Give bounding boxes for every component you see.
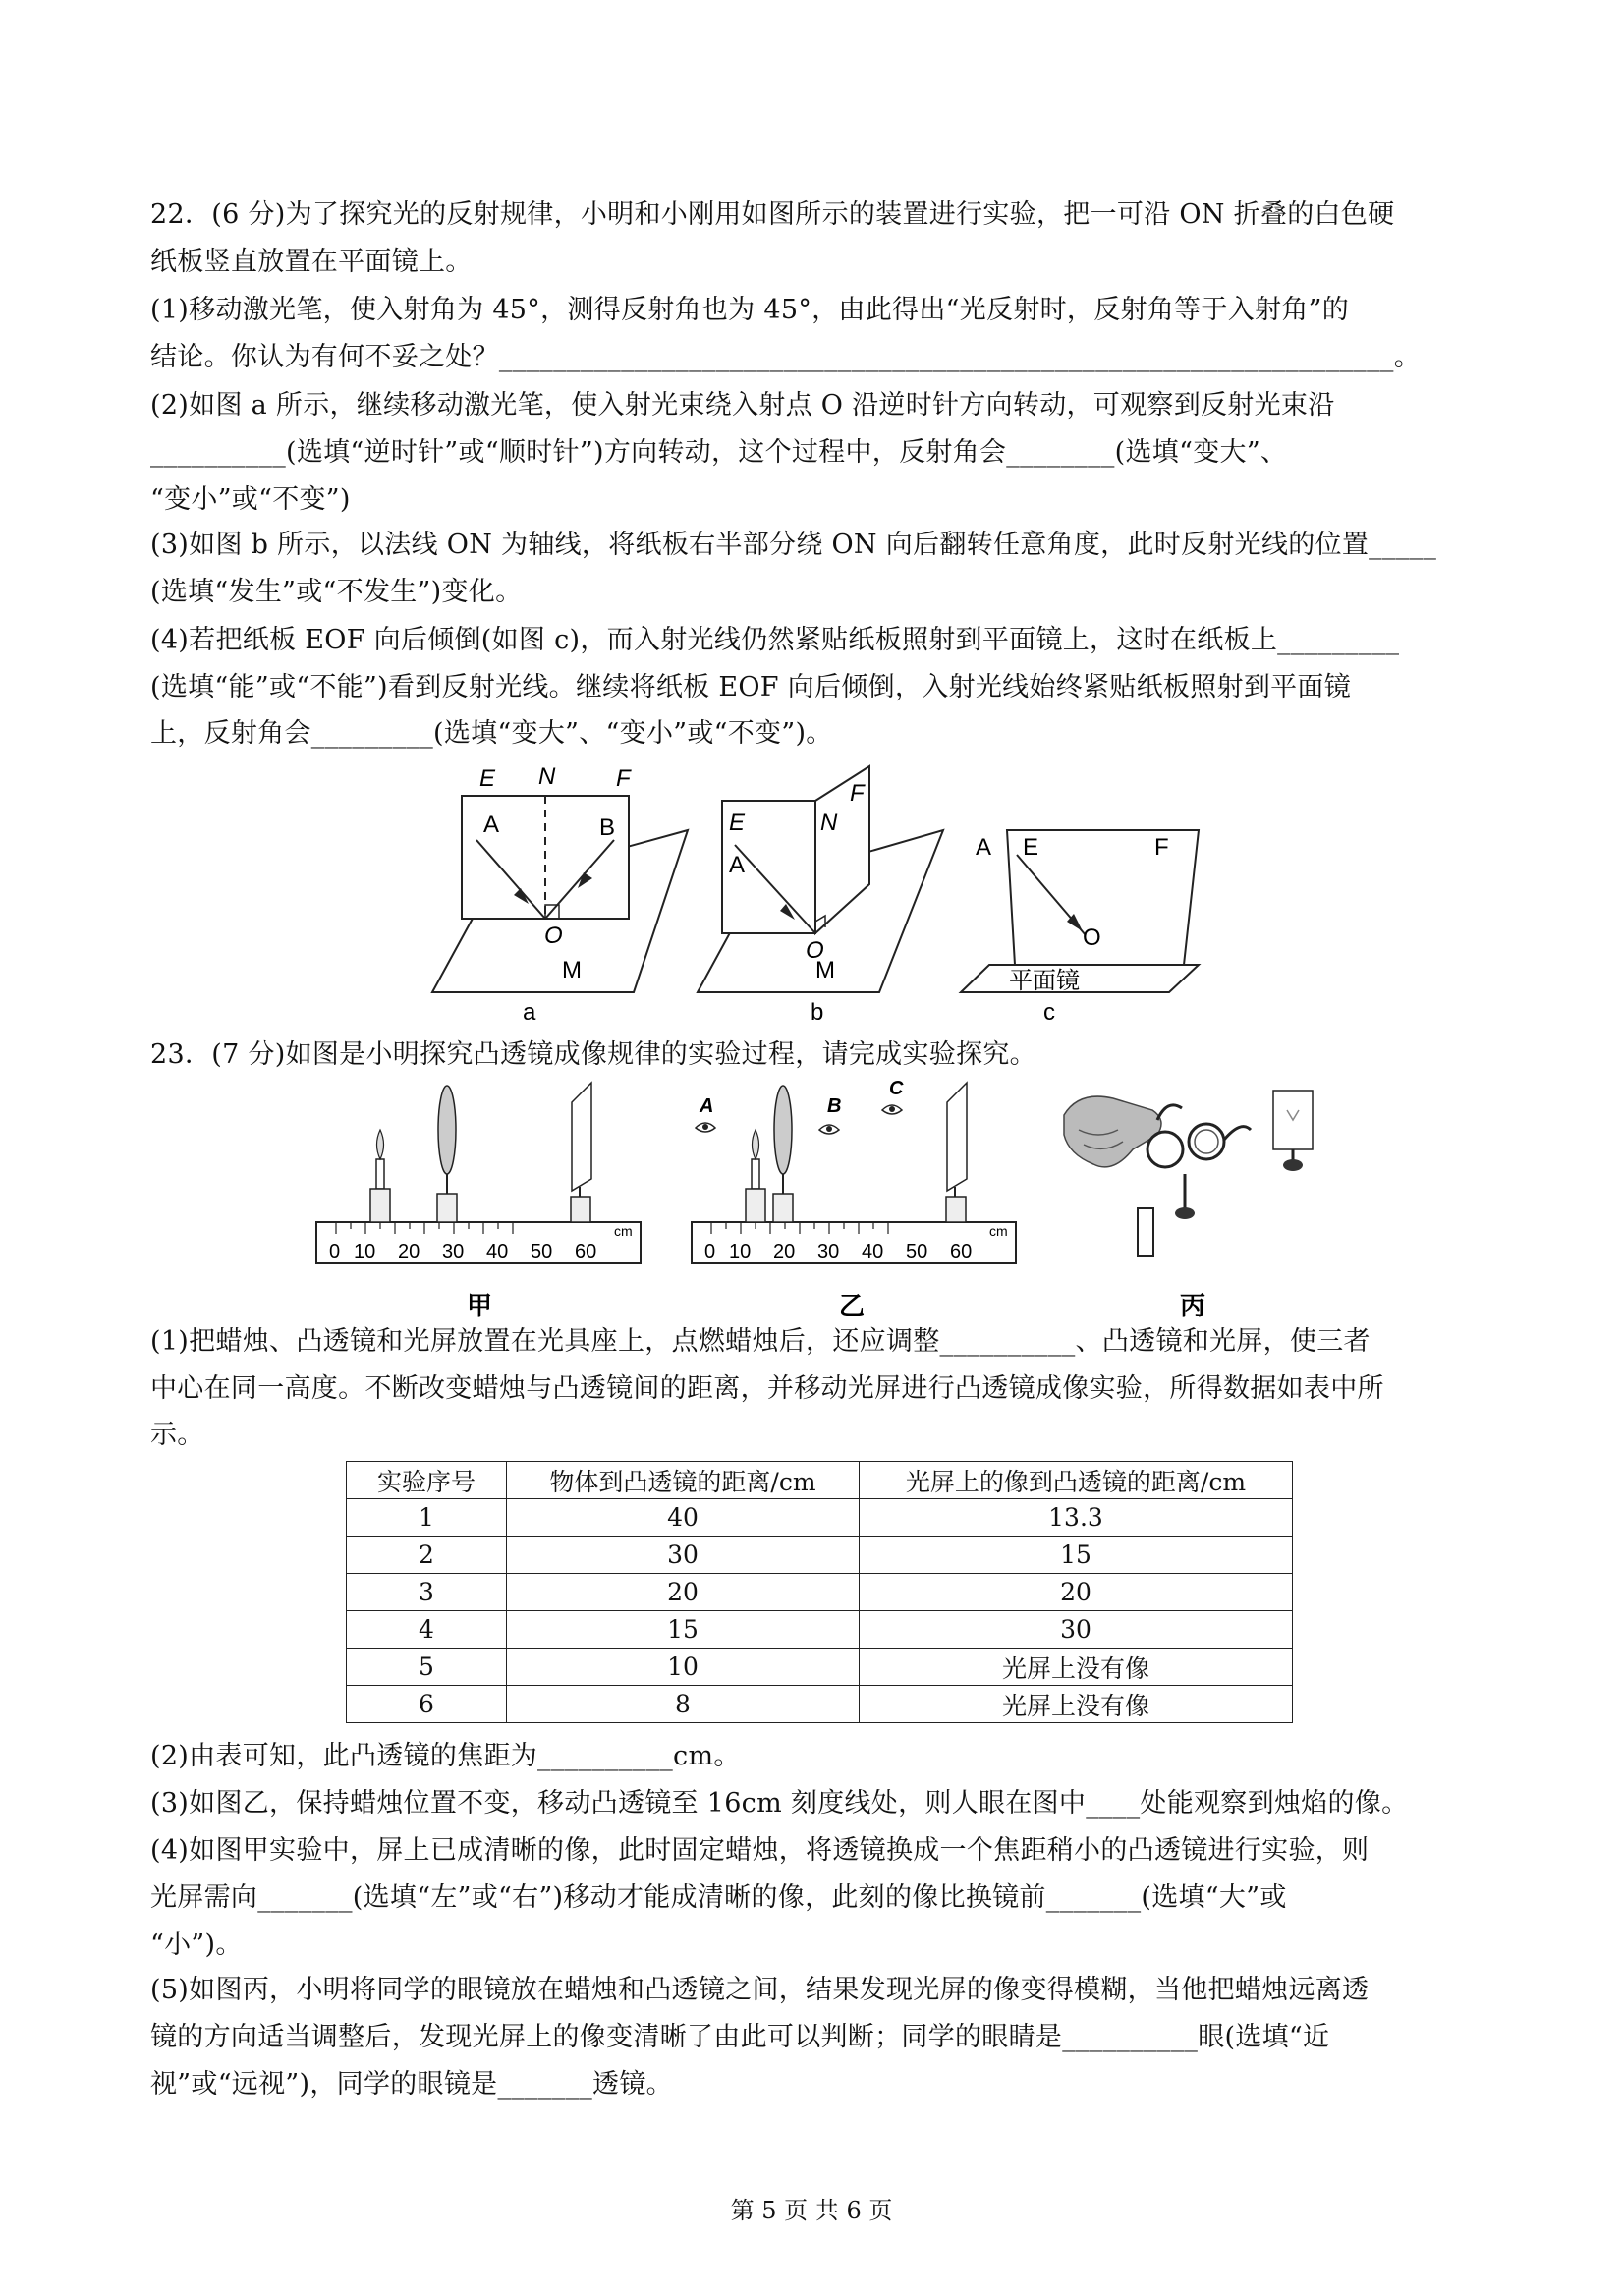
- jia-tick-30: 30: [442, 1241, 465, 1262]
- figure-c: [958, 756, 1218, 1027]
- figure-jia: [314, 1081, 648, 1321]
- fig-a-label-f: F: [616, 765, 631, 792]
- q23-rest-line-1: (2)由表可知，此凸透镜的焦距为__________cm。: [150, 1741, 741, 1771]
- yi-tick-0: 0: [704, 1241, 716, 1262]
- fig-a-label-o: O: [544, 923, 563, 949]
- q22-line-5: (2)如图 a 所示，继续移动激光笔，使入射光束绕入射点 O 沿逆时针方向转动，可观察到反射光束沿: [150, 390, 1335, 420]
- figure-yi: [690, 1081, 1024, 1321]
- table-row: [347, 1574, 1293, 1611]
- yi-tick-10: 10: [729, 1241, 752, 1262]
- q22-line-8: (3)如图 b 所示，以法线 ON 为轴线，将纸板右半部分绕 ON 向后翻转任意角度，此时反射光线的位置_____: [150, 530, 1437, 560]
- jia-tick-10: 10: [354, 1241, 376, 1262]
- table-cell: 20: [507, 1574, 860, 1611]
- fig-b-caption: b: [811, 999, 824, 1026]
- experiment-table: [346, 1461, 1293, 1723]
- yi-unit: cm: [989, 1223, 1008, 1239]
- q22-line-12: 上，反射角会_________(选填“变大”、“变小”或“不变”)。: [150, 718, 833, 749]
- table-cell: 6: [347, 1686, 507, 1723]
- page-footer: 第 5 页 共 6 页: [730, 2197, 893, 2224]
- table-header: 实验序号: [347, 1462, 507, 1499]
- table-cell: 15: [507, 1611, 860, 1649]
- table-cell: 1: [347, 1499, 507, 1537]
- yi-eye-label-c: C: [889, 1081, 904, 1099]
- jia-tick-40: 40: [486, 1241, 509, 1262]
- fig-c-label-e: E: [1023, 834, 1039, 861]
- table-row: [347, 1686, 1293, 1723]
- table-cell: 光屏上没有像: [860, 1686, 1293, 1723]
- table-cell: 13.3: [860, 1499, 1293, 1537]
- fig-b-label-a: A: [729, 852, 746, 878]
- q23-rest-line-6: (5)如图丙，小明将同学的眼镜放在蜡烛和凸透镜之间，结果发现光屏的像变得模糊，当他把蜡烛远离透: [150, 1975, 1370, 2005]
- jia-tick-60: 60: [575, 1241, 597, 1262]
- table-cell: 8: [507, 1686, 860, 1723]
- jia-tick-50: 50: [531, 1241, 553, 1262]
- fig-b-label-m: M: [815, 957, 835, 983]
- figure-a: [422, 756, 698, 1027]
- table-header: 光屏上的像到凸透镜的距离/cm: [860, 1462, 1293, 1499]
- bing-caption: 丙: [1180, 1291, 1206, 1320]
- q23-part1-line-2: 中心在同一高度。不断改变蜡烛与凸透镜间的距离，并移动光屏进行凸透镜成像实验，所得数据如表中所: [150, 1373, 1384, 1404]
- fig-c-label-f: F: [1154, 834, 1169, 861]
- q23-part1-line-3: 示。: [150, 1420, 204, 1450]
- fig-a-label-m: M: [562, 957, 582, 983]
- q22-line-4: 结论。你认为有何不妥之处？__________________________________________________________________。: [150, 342, 1421, 372]
- table-cell: 3: [347, 1574, 507, 1611]
- q22-line-7: “变小”或“不变”): [150, 484, 351, 515]
- q23-rest-line-5: “小”)。: [150, 1930, 243, 1960]
- yi-eye-label-a: A: [700, 1095, 714, 1117]
- fig-b-label-n: N: [820, 810, 838, 836]
- q22-line-2: 纸板竖直放置在平面镜上。: [150, 247, 473, 277]
- table-cell: 30: [860, 1611, 1293, 1649]
- fig-c-mirror-label: 平面镜: [1009, 968, 1080, 994]
- fig-c-label-o: O: [1083, 924, 1101, 951]
- q22-line-1: 22．(6 分)为了探究光的反射规律，小明和小刚用如图所示的装置进行实验，把一可沿 ON 折叠的白色硬: [150, 199, 1395, 230]
- table-row: [347, 1537, 1293, 1574]
- q22-line-9: (选填“发生”或“不发生”)变化。: [150, 577, 523, 607]
- table-cell: 5: [347, 1649, 507, 1686]
- fig-a-label-e: E: [479, 765, 496, 792]
- yi-tick-60: 60: [950, 1241, 973, 1262]
- q23-rest-line-8: 视”或“远视”)，同学的眼镜是_______透镜。: [150, 2069, 673, 2100]
- yi-tick-20: 20: [773, 1241, 796, 1262]
- figure-bing: [1059, 1081, 1324, 1321]
- q22-line-6: __________(选填“逆时针”或“顺时针”)方向转动，这个过程中，反射角会________(选填“变大”、: [150, 437, 1288, 468]
- jia-caption: 甲: [467, 1291, 493, 1320]
- table-cell: 30: [507, 1537, 860, 1574]
- table-header-row: [347, 1462, 1293, 1499]
- fig-a-caption: a: [523, 999, 536, 1026]
- table-cell: 40: [507, 1499, 860, 1537]
- yi-tick-40: 40: [862, 1241, 884, 1262]
- table-cell: 4: [347, 1611, 507, 1649]
- q23-rest-line-7: 镜的方向适当调整后，发现光屏上的像变清晰了由此可以判断；同学的眼睛是__________眼(选填“近: [150, 2022, 1330, 2052]
- q23-part1-line-1: (1)把蜡烛、凸透镜和光屏放置在光具座上，点燃蜡烛后，还应调整__________、凸透镜和光屏，使三者: [150, 1326, 1371, 1357]
- q23-rest-line-2: (3)如图乙，保持蜡烛位置不变，移动凸透镜至 16cm 刻度线处，则人眼在图中____处能观察到烛焰的像。: [150, 1788, 1409, 1819]
- table-header: 物体到凸透镜的距离/cm: [507, 1462, 860, 1499]
- yi-caption: 乙: [839, 1291, 866, 1320]
- table-cell: 20: [860, 1574, 1293, 1611]
- table-cell: 光屏上没有像: [860, 1649, 1293, 1686]
- fig-a-label-b: B: [599, 814, 616, 841]
- table-row: [347, 1649, 1293, 1686]
- figure-b: [688, 756, 953, 1027]
- fig-b-label-e: E: [729, 810, 746, 836]
- table-cell: 2: [347, 1537, 507, 1574]
- q22-line-11: (选填“能”或“不能”)看到反射光线。继续将纸板 EOF 向后倾倒，入射光线始终紧贴纸板照射到平面镜: [150, 672, 1352, 702]
- table-cell: 10: [507, 1649, 860, 1686]
- q23-intro: 23．(7 分)如图是小明探究凸透镜成像规律的实验过程，请完成实验探究。: [150, 1039, 1036, 1070]
- yi-tick-50: 50: [906, 1241, 928, 1262]
- fig-a-label-n: N: [538, 763, 556, 790]
- fig-b-label-o: O: [806, 937, 824, 964]
- q23-rest-line-3: (4)如图甲实验中，屏上已成清晰的像，此时固定蜡烛，将透镜换成一个焦距稍小的凸透镜进行实验，则: [150, 1835, 1370, 1866]
- q23-rest-line-4: 光屏需向_______(选填“左”或“右”)移动才能成清晰的像，此刻的像比换镜前_______(选填“大”或: [150, 1882, 1287, 1913]
- table-cell: 15: [860, 1537, 1293, 1574]
- jia-tick-20: 20: [398, 1241, 420, 1262]
- fig-b-label-f: F: [850, 780, 865, 807]
- jia-unit: cm: [614, 1223, 633, 1239]
- fig-c-caption: c: [1043, 999, 1055, 1026]
- jia-tick-0: 0: [329, 1241, 341, 1262]
- table-row: [347, 1499, 1293, 1537]
- table-row: [347, 1611, 1293, 1649]
- fig-a-label-a: A: [483, 812, 500, 838]
- yi-eye-label-b: B: [827, 1095, 842, 1117]
- fig-c-label-a: A: [976, 834, 992, 861]
- q22-line-10: (4)若把纸板 EOF 向后倾倒(如图 c)，而入射光线仍然紧贴纸板照射到平面镜上，这时在纸板上_________: [150, 625, 1400, 655]
- yi-tick-30: 30: [817, 1241, 840, 1262]
- q22-line-3: (1)移动激光笔，使入射角为 45°，测得反射角也为 45°，由此得出“光反射时，反射角等于入射角”的: [150, 295, 1350, 325]
